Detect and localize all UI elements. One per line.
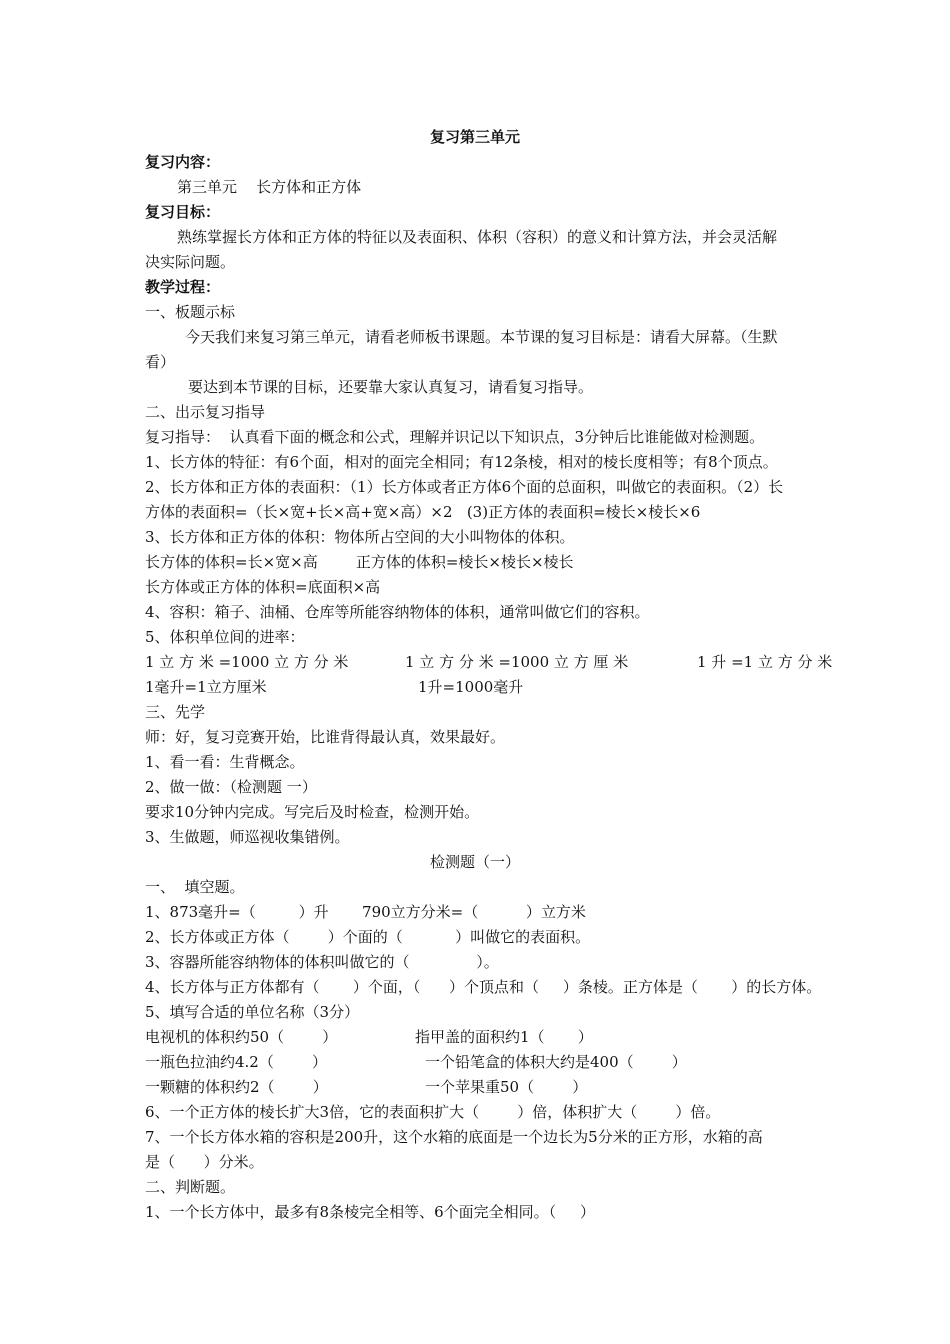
judgement-1: 1、一个长方体中，最多有8条棱完全相等、6个面完全相同。（ ）: [145, 1203, 595, 1221]
question-6: 6、一个正方体的棱长扩大3倍，它的表面积扩大（ ）倍，体积扩大（ ）倍。: [145, 1103, 721, 1121]
test-title: 检测题（一）: [429, 853, 520, 871]
section3-item2: 2、做一做：（检测题 一）: [145, 778, 317, 796]
question-5b: 指甲盖的面积约1（ ）: [415, 1028, 593, 1046]
unit-conversion-3: 1 升 =1 立 方 分 米: [697, 653, 833, 671]
knowledge-4: 4、容积：箱子、油桶、仓库等所能容纳物体的体积，通常叫做它们的容积。: [145, 603, 650, 621]
question-5d: 一个铅笔盒的体积大约是400（ ）: [425, 1053, 687, 1071]
content-text: 第三单元 长方体和正方体: [177, 178, 362, 196]
section2-title: 二、出示复习指导: [145, 403, 266, 421]
question-5f: 一个苹果重50（ ）: [425, 1078, 588, 1096]
question-4: 4、长方体与正方体都有（ ）个面，（ ）个顶点和（ ）条棱。正方体是（ ）的长方体。: [145, 978, 822, 996]
goal-heading: 复习目标：: [145, 203, 221, 221]
document-title: 复习第三单元: [429, 128, 520, 146]
unit-conversion-4: 1毫升=1立方厘米: [145, 678, 267, 696]
question-1: 1、873毫升=（ ）升 790立方分米=（ ）立方米: [145, 903, 586, 921]
knowledge-3-formula2: 长方体或正方体的体积=底面积×高: [145, 578, 381, 596]
goal-text-line1: 熟练掌握长方体和正方体的特征以及表面积、体积（容积）的意义和计算方法，并会灵活解: [177, 228, 778, 246]
section3-requirement: 要求10分钟内完成。写完后及时检查，检测开始。: [145, 803, 480, 821]
process-heading: 教学过程：: [145, 278, 221, 296]
question-5a: 电视机的体积约50（ ）: [145, 1028, 338, 1046]
section1-para2: 要达到本节课的目标，还要靠大家认真复习，请看复习指导。: [188, 378, 594, 396]
question-7-line2: 是（ ）分米。: [145, 1153, 264, 1171]
unit-conversion-5: 1升=1000毫升: [418, 678, 524, 696]
knowledge-5: 5、体积单位间的进率：: [145, 628, 305, 646]
section3-item3: 3、生做题，师巡视收集错例。: [145, 828, 350, 846]
question-2: 2、长方体或正方体（ ）个面的（ ）叫做它的表面积。: [145, 928, 591, 946]
question-5: 5、填写合适的单位名称（3分）: [145, 1003, 360, 1021]
unit-conversion-1: 1 立 方 米 =1000 立 方 分 米: [145, 653, 349, 671]
section1-para1-line1: 今天我们来复习第三单元，请看老师板书课题。本节课的复习目标是：请看大屏幕。（生默: [185, 328, 778, 346]
judgement-title: 二、判断题。: [145, 1178, 236, 1196]
section1-para1-line2: 看）: [145, 353, 176, 371]
section3-para: 师：好，复习竞赛开始，比谁背得最认真，效果最好。: [145, 728, 506, 746]
goal-text-line2: 决实际问题。: [145, 253, 236, 271]
knowledge-2-line1: 2、长方体和正方体的表面积：（1）长方体或者正方体6个面的总面积，叫做它的表面积。（2）长: [145, 478, 784, 496]
section3-item1: 1、看一看：生背概念。: [145, 753, 305, 771]
section3-title: 三、先学: [145, 703, 206, 721]
review-guide: 复习指导： 认真看下面的概念和公式，理解并识记以下知识点，3分钟后比谁能做对检测题。: [145, 428, 765, 446]
question-5c: 一瓶色拉油约4.2（ ）: [145, 1053, 328, 1071]
knowledge-3-formula1: 长方体的体积=长×宽×高 正方体的体积=棱长×棱长×棱长: [145, 553, 574, 571]
unit-conversion-2: 1 立 方 分 米 =1000 立 方 厘 米: [405, 653, 629, 671]
question-3: 3、容器所能容纳物体的体积叫做它的（ ）。: [145, 953, 499, 971]
question-7-line1: 7、一个长方体水箱的容积是200升，这个水箱的底面是一个边长为5分米的正方形，水箱的高: [145, 1128, 763, 1146]
section1-title: 一、板题示标: [145, 303, 236, 321]
knowledge-1: 1、长方体的特征：有6个面，相对的面完全相同；有12条棱，相对的棱长度相等；有8个顶点。: [145, 453, 778, 471]
fill-blank-title: 一、 填空题。: [145, 878, 245, 896]
knowledge-3: 3、长方体和正方体的体积：物体所占空间的大小叫物体的体积。: [145, 528, 575, 546]
content-heading: 复习内容：: [145, 153, 221, 171]
question-5e: 一颗糖的体积约2（ ）: [145, 1078, 328, 1096]
knowledge-2-line2: 方体的表面积=（长×宽+长×高+宽×高）×2 (3)正方体的表面积=棱长×棱长×6: [145, 503, 701, 521]
